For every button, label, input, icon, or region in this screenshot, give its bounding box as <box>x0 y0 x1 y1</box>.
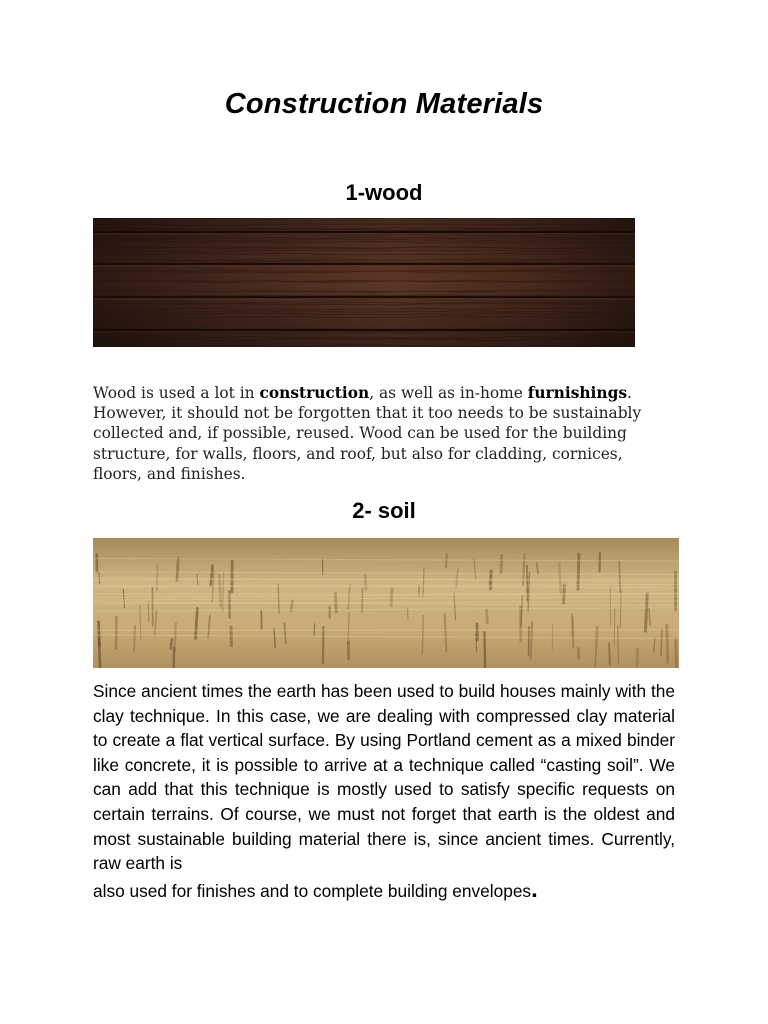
wood-text-bold-furnishings: furnishings <box>527 384 628 402</box>
soil-end-mark: . <box>531 875 538 903</box>
section-heading-soil: 2- soil <box>352 498 416 523</box>
soil-text-last-line <box>93 875 675 904</box>
soil-wall-graphic <box>93 538 679 668</box>
wood-planks-graphic <box>93 218 635 347</box>
wood-paragraph <box>93 383 673 484</box>
wood-text-part-2: , as well as in-home <box>369 384 528 402</box>
section-heading-wood: 1-wood <box>345 180 423 205</box>
soil-last-line-text: also used for finishes and to complete building envelopes <box>93 880 532 901</box>
document-title: Construction Materials <box>224 88 544 120</box>
wood-text-part-3: . However, it should not be forgotten that it too needs to be sustainably collected and, if possible, reused. Wood can be used for the building structure, for walls, floors, and roof, but also for cladding, cornices, floors, and finishes. <box>93 384 642 483</box>
wood-text-part-1: Wood is used a lot in <box>93 384 260 402</box>
wood-text-bold-construction: construction <box>259 384 370 402</box>
wood-planks-image <box>93 218 635 347</box>
soil-text-body: Since ancient times the earth has been used to build houses mainly with the clay technique. In this case, we are dealing with compressed clay material to create a flat vertical surface. By using Portland cement as a mixed binder like concrete, it is possible to arrive at a technique called “casting soil”. We can add that this technique is mostly used to satisfy specific requests on certain terrains. Of course, we must not forget that earth is the oldest and most sustainable building material there is, since ancient times. Currently, raw earth is <box>93 681 675 874</box>
soil-paragraph <box>93 679 675 903</box>
soil-wall-image <box>93 538 679 668</box>
